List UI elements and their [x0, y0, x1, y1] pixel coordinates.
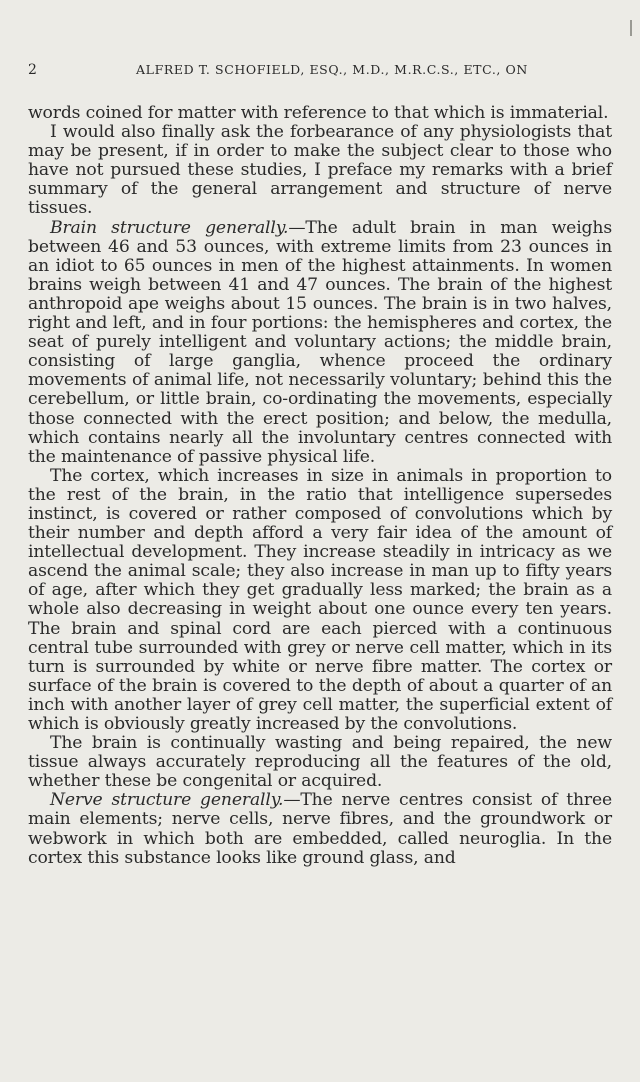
paragraph-text: —The adult brain in man weighs between 46 and 53 ounces, with extreme limits from 23 ounces in an idiot to 65 ounces in men of the highest attainments. In women brains weigh between 41 and 47 ounces. The brain of the highest anthropoid ape weighs about 15 ounces. The brain is in two halves, right and left, and in four portions: the hemispheres and cortex, the seat of purely intelligent and voluntary actions; the middle brain, consisting of large ganglia, whence proceed the ordinary movements of animal life, not necessarily voluntary; behind this the cerebellum, or little brain, co-ordinating the movements, especially those connected with the erect position; and below, the medulla, which contains nearly all the involuntary centres connected with the maintenance of passive physical life. — [28, 217, 612, 467]
paragraph-text: words coined for matter with reference to that which is immaterial. — [28, 103, 609, 123]
paragraph — [28, 734, 612, 791]
paragraph-text: —The nerve centres consist of three main elements; nerve cells, nerve fibres, and the groundwork or webwork in which both are embedded, called neuroglia. In the cortex this substance looks like ground glass, and — [28, 790, 612, 868]
page-header — [28, 62, 612, 78]
paragraph-text: I would also finally ask the forbearance of any physiologists that may be present, if in order to make the subject clear to those who have not pursued these studies, I preface my remarks with a brief summary of the general arrangement and structure of nerve tissues. — [28, 122, 612, 219]
margin-mark — [630, 20, 632, 36]
section-lead: Brain structure generally. — [50, 217, 289, 238]
paragraph — [28, 104, 612, 123]
paragraph — [28, 219, 612, 467]
paragraph-text: The cortex, which increases in size in animals in proportion to the rest of the brain, in the ratio that intelligence supersedes instinct, is covered or rather composed of convolutions which by their number and depth afford a very fair idea of the amount of intellectual development. They increase steadily in intricacy as we ascend the animal scale; they also increase in man up to fifty years of age, after which they get gradually less marked; the brain as a whole also decreasing in weight about one ounce every ten years. The brain and spinal cord are each pierced with a continuous central tube surrounded with grey or nerve cell matter, which in its turn is surrounded by white or nerve fibre matter. The cortex or surface of the brain is covered to the depth of about a quarter of an inch with another layer of grey cell matter, the superficial extent of which is obviously greatly increased by the convolutions. — [28, 465, 612, 734]
paragraph-text: The brain is continually wasting and being repaired, the new tissue always accurately reproducing all the features of the old, whether these be congenital or acquired. — [28, 733, 612, 792]
page-number: 2 — [28, 62, 38, 78]
paragraph — [28, 123, 612, 218]
running-head: ALFRED T. SCHOFIELD, ESQ., M.D., M.R.C.S., ETC., ON — [136, 62, 528, 77]
body-text — [28, 104, 612, 868]
paragraph — [28, 467, 612, 734]
section-lead: Nerve structure generally. — [50, 790, 284, 811]
paragraph — [28, 791, 612, 867]
